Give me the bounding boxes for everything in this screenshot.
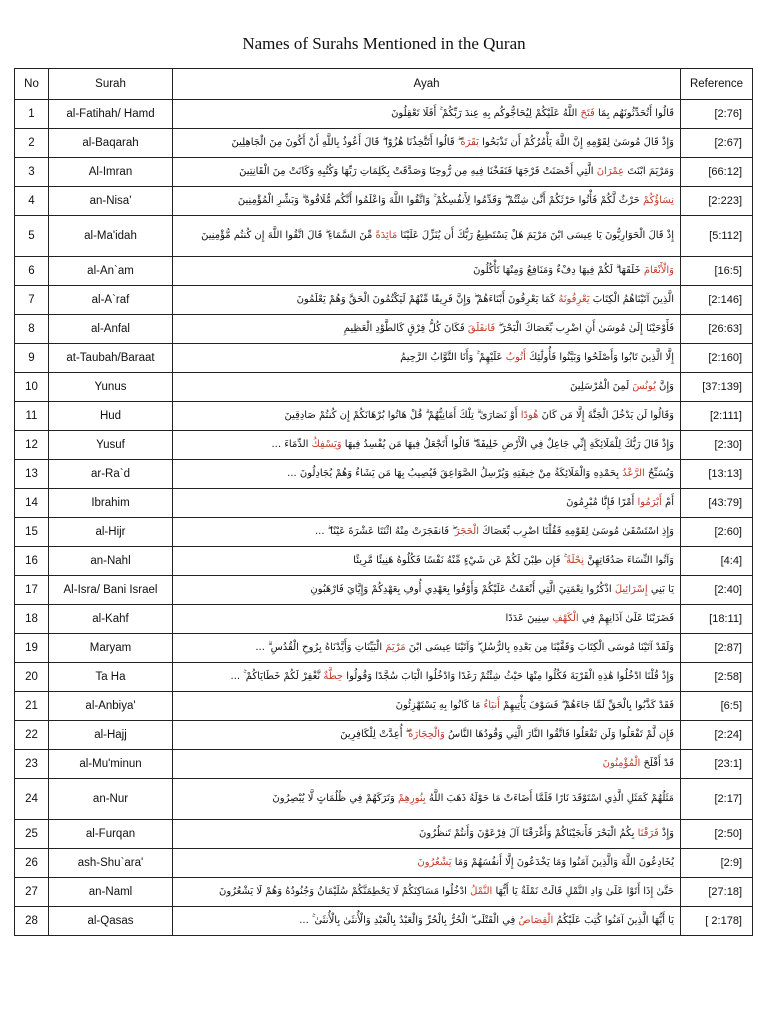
ayah-segment: نَّغْفِرْ لَكُمْ خَطَايَاكُمْ ۚ ...: [230, 671, 324, 683]
ayah-segment: وَآتُوا النِّسَاءَ صَدُقَاتِهِنَّ: [584, 555, 674, 567]
surah-name: Ta Ha: [49, 663, 173, 692]
header-surah: Surah: [49, 69, 173, 100]
reference: [23:1]: [681, 750, 753, 779]
highlighted-word: مَائِدَةً: [375, 230, 398, 242]
ayah-segment: وَتَرَكَهُمْ فِي ظُلُمَاتٍ لَّا يُبْصِرُونَ: [272, 793, 398, 805]
table-row: [15, 692, 753, 721]
ayah-text: [173, 576, 681, 605]
reference: [2:111]: [681, 402, 753, 431]
row-number: 16: [15, 547, 49, 576]
surah-name: ash-Shu`ara': [49, 849, 173, 878]
ayah-text: [173, 820, 681, 849]
ayah-segment: وَإِذْ قَالَ رَبُّكَ لِلْمَلَائِكَةِ إِنِّي جَاعِلٌ فِي الْأَرْضِ خَلِيفَةً ۖ قَالُوا أَتَجْعَلُ فِيهَا مَن يُفْسِدُ فِيهَا: [341, 439, 674, 451]
table-header-row: [15, 69, 753, 100]
ayah-segment: الَّتِي أَحْصَنَتْ فَرْجَهَا فَنَفَخْنَا فِيهِ مِن رُّوحِنَا وَصَدَّقَتْ بِكَلِمَاتِ رَبِّهَا وَكُتُبِهِ وَكَانَتْ مِنَ الْقَانِتِينَ: [239, 166, 597, 178]
ayah-segment: ۖ أُعِدَّتْ لِلْكَافِرِينَ: [340, 729, 409, 741]
highlighted-word: نِسَاؤُكُمْ: [643, 195, 674, 207]
highlighted-word: وَالْأَنْعَامَ: [643, 265, 674, 277]
row-number: 19: [15, 634, 49, 663]
ayah-text: [173, 286, 681, 315]
surah-name: al-Furqan: [49, 820, 173, 849]
reference: [37:139]: [681, 373, 753, 402]
reference: [2:24]: [681, 721, 753, 750]
row-number: 20: [15, 663, 49, 692]
surah-name: ar-Ra`d: [49, 460, 173, 489]
reference: [2:223]: [681, 187, 753, 216]
row-number: 12: [15, 431, 49, 460]
reference: [2:40]: [681, 576, 753, 605]
reference: [2:17]: [681, 779, 753, 820]
table-row: [15, 518, 753, 547]
surah-name: al-Baqarah: [49, 129, 173, 158]
ayah-text: [173, 547, 681, 576]
highlighted-word: عِمْرَانَ: [596, 166, 625, 178]
table-row: [15, 663, 753, 692]
ayah-segment: مَا كَانُوا بِهِ يَسْتَهْزِئُونَ: [395, 700, 484, 712]
ayah-segment: وَإِنَّ: [655, 381, 674, 393]
ayah-segment: إِذْ قَالَ الْحَوَارِيُّونَ يَا عِيسَى ابْنَ مَرْيَمَ هَلْ يَسْتَطِيعُ رَبُّكَ أَن يُنَزِّلَ عَلَيْنَا: [397, 230, 674, 242]
ayah-text: [173, 907, 681, 936]
ayah-text: [173, 373, 681, 402]
ayah-segment: وَإِذْ قَالَ مُوسَىٰ لِقَوْمِهِ إِنَّ اللَّهَ يَأْمُرُكُمْ أَن تَذْبَحُوا: [478, 137, 674, 149]
reference: [16:5]: [681, 257, 753, 286]
surah-name: al-Ma'idah: [49, 216, 173, 257]
ayah-segment: مِّنَ السَّمَاءِ ۖ قَالَ اتَّقُوا اللَّهَ إِن كُنتُم مُّؤْمِنِينَ: [201, 230, 376, 242]
highlighted-word: الْمُؤْمِنُونَ: [602, 758, 641, 770]
row-number: 6: [15, 257, 49, 286]
ayah-text: [173, 750, 681, 779]
surah-name: Maryam: [49, 634, 173, 663]
table-row: [15, 187, 753, 216]
ayah-segment: وَإِذْ: [658, 828, 674, 840]
ayah-segment: بِحَمْدِهِ وَالْمَلَائِكَةُ مِنْ خِيفَتِهِ وَيُرْسِلُ الصَّوَاعِقَ فَيُصِيبُ بِهَا مَن يَشَاءُ وَهُمْ يُجَادِلُونَ ...: [287, 468, 623, 480]
highlighted-word: بَقَرَةً: [460, 137, 479, 149]
ayah-text: [173, 216, 681, 257]
surah-name: al-Hijr: [49, 518, 173, 547]
surah-name: al-Hajj: [49, 721, 173, 750]
table-row: [15, 489, 753, 518]
table-row: [15, 344, 753, 373]
ayah-segment: الدِّمَاءَ ...: [271, 439, 312, 451]
highlighted-word: هُودًا: [520, 410, 539, 422]
row-number: 15: [15, 518, 49, 547]
table-row: [15, 907, 753, 936]
row-number: 3: [15, 158, 49, 187]
highlighted-word: الْقِصَاصُ: [518, 915, 554, 927]
ayah-text: [173, 878, 681, 907]
ayah-segment: ۖ قَالُوا أَتَتَّخِذُنَا هُزُوًا ۖ قَالَ أَعُوذُ بِاللَّهِ أَنْ أَكُونَ مِنَ الْجَاهِلِينَ: [231, 137, 461, 149]
reference: [2:9]: [681, 849, 753, 878]
surah-name: al-A`raf: [49, 286, 173, 315]
ayah-segment: اللَّهُ عَلَيْكُمْ لِيُحَاجُّوكُم بِهِ عِندَ رَبِّكُمْ ۚ أَفَلَا تَعْقِلُونَ: [391, 108, 581, 120]
surah-name: an-Nisa': [49, 187, 173, 216]
table-row: [15, 750, 753, 779]
ayah-segment: وَإِذْ قُلْنَا ادْخُلُوا هَٰذِهِ الْقَرْيَةَ فَكُلُوا مِنْهَا حَيْثُ شِئْتُمْ رَغَدًا وَادْخُلُوا الْبَابَ سُجَّدًا وَقُولُوا: [343, 671, 674, 683]
ayah-text: [173, 634, 681, 663]
reference: [4:4]: [681, 547, 753, 576]
surah-name: Ibrahim: [49, 489, 173, 518]
table-row: [15, 820, 753, 849]
ayah-segment: فَقَدْ كَذَّبُوا بِالْحَقِّ لَمَّا جَاءَهُمْ ۖ فَسَوْفَ يَأْتِيهِمْ: [499, 700, 674, 712]
ayah-segment: إِلَّا الَّذِينَ تَابُوا وَأَصْلَحُوا وَبَيَّنُوا فَأُولَٰئِكَ: [525, 352, 674, 364]
table-body: [15, 100, 753, 936]
ayah-segment: أَوْ نَصَارَىٰ ۗ تِلْكَ أَمَانِيُّهُمْ ۗ قُلْ هَاتُوا بُرْهَانَكُمْ إِن كُنتُمْ صَادِقِينَ: [284, 410, 521, 422]
ayah-segment: خَلَقَهَا ۗ لَكُمْ فِيهَا دِفْءٌ وَمَنَافِعُ وَمِنْهَا تَأْكُلُونَ: [473, 265, 644, 277]
surah-name: al-Anfal: [49, 315, 173, 344]
table-row: [15, 460, 753, 489]
highlighted-word: الرَّعْدُ: [622, 468, 645, 480]
row-number: 10: [15, 373, 49, 402]
highlighted-word: أَنبَاءُ: [483, 700, 500, 712]
highlighted-word: يَعْرِفُونَهُ: [558, 294, 590, 306]
ayah-segment: ادْخُلُوا مَسَاكِنَكُمْ لَا يَحْطِمَنَّكُمْ سُلَيْمَانُ وَجُنُودُهُ وَهُمْ لَا يَشْعُرُونَ: [218, 886, 471, 898]
ayah-segment: قَدْ أَفْلَحَ: [640, 758, 674, 770]
ayah-text: [173, 721, 681, 750]
reference: [5:112]: [681, 216, 753, 257]
row-number: 23: [15, 750, 49, 779]
highlighted-word: أَبْرَمُوا: [637, 497, 662, 509]
row-number: 13: [15, 460, 49, 489]
ayah-text: [173, 489, 681, 518]
surah-name: at-Taubah/Baraat: [49, 344, 173, 373]
surah-name: Yusuf: [49, 431, 173, 460]
page-title: Names of Surahs Mentioned in the Quran: [242, 34, 526, 53]
ayah-segment: وَقَالُوا لَن يَدْخُلَ الْجَنَّةَ إِلَّا مَن كَانَ: [538, 410, 674, 422]
highlighted-word: النَّمْلُ: [470, 886, 493, 898]
ayah-text: [173, 257, 681, 286]
reference: [2:50]: [681, 820, 753, 849]
header-no: No: [15, 69, 49, 100]
ayah-segment: أَمْ: [661, 497, 674, 509]
table-row: [15, 216, 753, 257]
highlighted-word: يُونُسَ: [632, 381, 656, 393]
ayah-segment: وَيُسَبِّحُ: [644, 468, 674, 480]
ayah-segment: يَا بَنِي: [647, 584, 674, 596]
ayah-text: [173, 460, 681, 489]
surah-name: al-An`am: [49, 257, 173, 286]
ayah-segment: مَثَلُهُمْ كَمَثَلِ الَّذِي اسْتَوْقَدَ نَارًا فَلَمَّا أَضَاءَتْ مَا حَوْلَهُ ذَهَبَ اللَّهُ: [425, 793, 674, 805]
ayah-segment: لَمِنَ الْمُرْسَلِينَ: [570, 381, 633, 393]
ayah-text: [173, 518, 681, 547]
ayah-text: [173, 402, 681, 431]
highlighted-word: وَالْحِجَارَةُ: [408, 729, 445, 741]
ayah-text: [173, 315, 681, 344]
ayah-segment: فَضَرَبْنَا عَلَىٰ آذَانِهِمْ فِي: [578, 613, 674, 625]
reference: [27:18]: [681, 878, 753, 907]
ayah-segment: فَأَوْحَيْنَا إِلَىٰ مُوسَىٰ أَنِ اضْرِب بِّعَصَاكَ الْبَحْرَ ۖ: [495, 323, 674, 335]
row-number: 4: [15, 187, 49, 216]
ayah-text: [173, 158, 681, 187]
ayah-segment: وَإِذِ اسْتَسْقَىٰ مُوسَىٰ لِقَوْمِهِ فَقُلْنَا اضْرِب بِّعَصَاكَ: [478, 526, 674, 538]
ayah-text: [173, 692, 681, 721]
highlighted-word: يَشْعُرُونَ: [417, 857, 452, 869]
surah-table: [14, 68, 753, 936]
ayah-segment: الَّذِينَ آتَيْنَاهُمُ الْكِتَابَ: [589, 294, 674, 306]
highlighted-word: فَتَحَ: [580, 108, 595, 120]
reference: [26:63]: [681, 315, 753, 344]
row-number: 5: [15, 216, 49, 257]
ayah-segment: فَإِن لَّمْ تَفْعَلُوا وَلَن تَفْعَلُوا فَاتَّقُوا النَّارَ الَّتِي وَقُودُهَا النَّاسُ: [444, 729, 674, 741]
ayah-segment: ۖ فَانفَجَرَتْ مِنْهُ اثْنَتَا عَشْرَةَ عَيْنًا ۖ ...: [314, 526, 455, 538]
reference: [2:58]: [681, 663, 753, 692]
surah-name: al-Anbiya': [49, 692, 173, 721]
row-number: 7: [15, 286, 49, 315]
surah-name: an-Naml: [49, 878, 173, 907]
ayah-text: [173, 779, 681, 820]
reference: [ 2:178]: [681, 907, 753, 936]
surah-name: al-Fatihah/ Hamd: [49, 100, 173, 129]
header-reference: Reference: [681, 69, 753, 100]
table-row: [15, 431, 753, 460]
ayah-text: [173, 344, 681, 373]
reference: [6:5]: [681, 692, 753, 721]
table-row: [15, 721, 753, 750]
ayah-segment: قَالُوا أَتُحَدِّثُونَهُم بِمَا: [594, 108, 674, 120]
ayah-text: [173, 100, 681, 129]
ayah-segment: عَلَيْهِمْ ۚ وَأَنَا التَّوَّابُ الرَّحِيمُ: [400, 352, 506, 364]
surah-name: Hud: [49, 402, 173, 431]
table-row: [15, 315, 753, 344]
ayah-segment: وَلَقَدْ آتَيْنَا مُوسَى الْكِتَابَ وَقَفَّيْنَا مِن بَعْدِهِ بِالرُّسُلِ ۖ وَآتَيْنَا عِيسَى ابْنَ: [405, 642, 674, 654]
ayah-segment: حَرْثٌ لَّكُمْ فَأْتُوا حَرْثَكُمْ أَنَّىٰ شِئْتُمْ ۖ وَقَدِّمُوا لِأَنفُسِكُمْ ۚ وَاتَّقُوا اللَّهَ وَاعْلَمُوا أَنَّكُم مُّلَاقُوهُ ۗ وَبَشِّرِ الْمُؤْمِنِينَ: [237, 195, 643, 207]
surah-name: an-Nahl: [49, 547, 173, 576]
highlighted-word: الْكَهْفِ: [552, 613, 579, 625]
ayah-text: [173, 129, 681, 158]
row-number: 26: [15, 849, 49, 878]
row-number: 25: [15, 820, 49, 849]
row-number: 27: [15, 878, 49, 907]
ayah-segment: سِنِينَ عَدَدًا: [505, 613, 553, 625]
table-row: [15, 129, 753, 158]
highlighted-word: فَانفَلَقَ: [467, 323, 496, 335]
ayah-segment: أَمْرًا فَإِنَّا مُبْرِمُونَ: [566, 497, 638, 509]
row-number: 28: [15, 907, 49, 936]
table-row: [15, 779, 753, 820]
row-number: 24: [15, 779, 49, 820]
reference: [66:12]: [681, 158, 753, 187]
ayah-text: [173, 187, 681, 216]
highlighted-word: وَيَسْفِكُ: [311, 439, 342, 451]
highlighted-word: الْحَجَرَ: [454, 526, 479, 538]
highlighted-word: إِسْرَائِيلَ: [614, 584, 648, 596]
ayah-text: [173, 605, 681, 634]
surah-name: al-Mu'minun: [49, 750, 173, 779]
table-row: [15, 286, 753, 315]
ayah-segment: وَمَرْيَمَ ابْنَتَ: [624, 166, 674, 178]
ayah-segment: فِي الْقَتْلَى ۖ الْحُرُّ بِالْحُرِّ وَالْعَبْدُ بِالْعَبْدِ وَالْأُنثَىٰ بِالْأُنثَىٰ ۚ ...: [299, 915, 519, 927]
surah-name: al-Kahf: [49, 605, 173, 634]
reference: [43:79]: [681, 489, 753, 518]
reference: [2:60]: [681, 518, 753, 547]
highlighted-word: مَرْيَمَ: [385, 642, 406, 654]
table-row: [15, 605, 753, 634]
surah-name: Yunus: [49, 373, 173, 402]
table-row: [15, 849, 753, 878]
table-row: [15, 158, 753, 187]
table-row: [15, 878, 753, 907]
table-row: [15, 576, 753, 605]
ayah-segment: حَتَّىٰ إِذَا أَتَوْا عَلَىٰ وَادِ النَّمْلِ قَالَتْ نَمْلَةٌ يَا أَيُّهَا: [492, 886, 674, 898]
row-number: 18: [15, 605, 49, 634]
reference: [2:30]: [681, 431, 753, 460]
highlighted-word: بِنُورِهِمْ: [397, 793, 426, 805]
reference: [18:11]: [681, 605, 753, 634]
reference: [2:76]: [681, 100, 753, 129]
ayah-segment: فَكَانَ كُلُّ فِرْقٍ كَالطَّوْدِ الْعَظِيمِ: [343, 323, 468, 335]
reference: [2:160]: [681, 344, 753, 373]
ayah-text: [173, 849, 681, 878]
ayah-segment: يُخَادِعُونَ اللَّهَ وَالَّذِينَ آمَنُوا وَمَا يَخْدَعُونَ إِلَّا أَنفُسَهُمْ وَمَا: [451, 857, 674, 869]
ayah-text: [173, 431, 681, 460]
ayah-segment: بِكُمُ الْبَحْرَ فَأَنجَيْنَاكُمْ وَأَغْرَقْنَا آلَ فِرْعَوْنَ وَأَنتُمْ تَنظُرُونَ: [419, 828, 638, 840]
header-ayah: Ayah: [173, 69, 681, 100]
table-row: [15, 402, 753, 431]
highlighted-word: أَتُوبُ: [505, 352, 526, 364]
table-row: [15, 257, 753, 286]
ayah-text: [173, 663, 681, 692]
ayah-segment: الْبَيِّنَاتِ وَأَيَّدْنَاهُ بِرُوحِ الْقُدُسِ ۗ ...: [255, 642, 386, 654]
ayah-segment: يَا أَيُّهَا الَّذِينَ آمَنُوا كُتِبَ عَلَيْكُمُ: [553, 915, 674, 927]
ayah-segment: ۚ فَإِن طِبْنَ لَكُمْ عَن شَيْءٍ مِّنْهُ نَفْسًا فَكُلُوهُ هَنِيئًا مَّرِيئًا: [353, 555, 567, 567]
row-number: 14: [15, 489, 49, 518]
ayah-segment: اذْكُرُوا نِعْمَتِيَ الَّتِي أَنْعَمْتُ عَلَيْكُمْ وَأَوْفُوا بِعَهْدِي أُوفِ بِعَهْدِكُمْ وَإِيَّايَ فَارْهَبُونِ: [310, 584, 615, 596]
ayah-segment: كَمَا يَعْرِفُونَ أَبْنَاءَهُمْ ۖ وَإِنَّ فَرِيقًا مِّنْهُمْ لَيَكْتُمُونَ الْحَقَّ وَهُمْ يَعْلَمُونَ: [296, 294, 559, 306]
surah-name: Al-Isra/ Bani Israel: [49, 576, 173, 605]
row-number: 11: [15, 402, 49, 431]
reference: [13:13]: [681, 460, 753, 489]
surah-name: an-Nur: [49, 779, 173, 820]
surah-name: Al-Imran: [49, 158, 173, 187]
row-number: 2: [15, 129, 49, 158]
row-number: 1: [15, 100, 49, 129]
reference: [2:87]: [681, 634, 753, 663]
table-row: [15, 547, 753, 576]
row-number: 17: [15, 576, 49, 605]
highlighted-word: نِحْلَةً: [566, 555, 585, 567]
table-row: [15, 100, 753, 129]
row-number: 9: [15, 344, 49, 373]
highlighted-word: فَرَقْنَا: [637, 828, 659, 840]
highlighted-word: حِطَّةٌ: [323, 671, 344, 683]
row-number: 21: [15, 692, 49, 721]
table-row: [15, 373, 753, 402]
reference: [2:146]: [681, 286, 753, 315]
row-number: 8: [15, 315, 49, 344]
table-row: [15, 634, 753, 663]
reference: [2:67]: [681, 129, 753, 158]
row-number: 22: [15, 721, 49, 750]
surah-name: al-Qasas: [49, 907, 173, 936]
